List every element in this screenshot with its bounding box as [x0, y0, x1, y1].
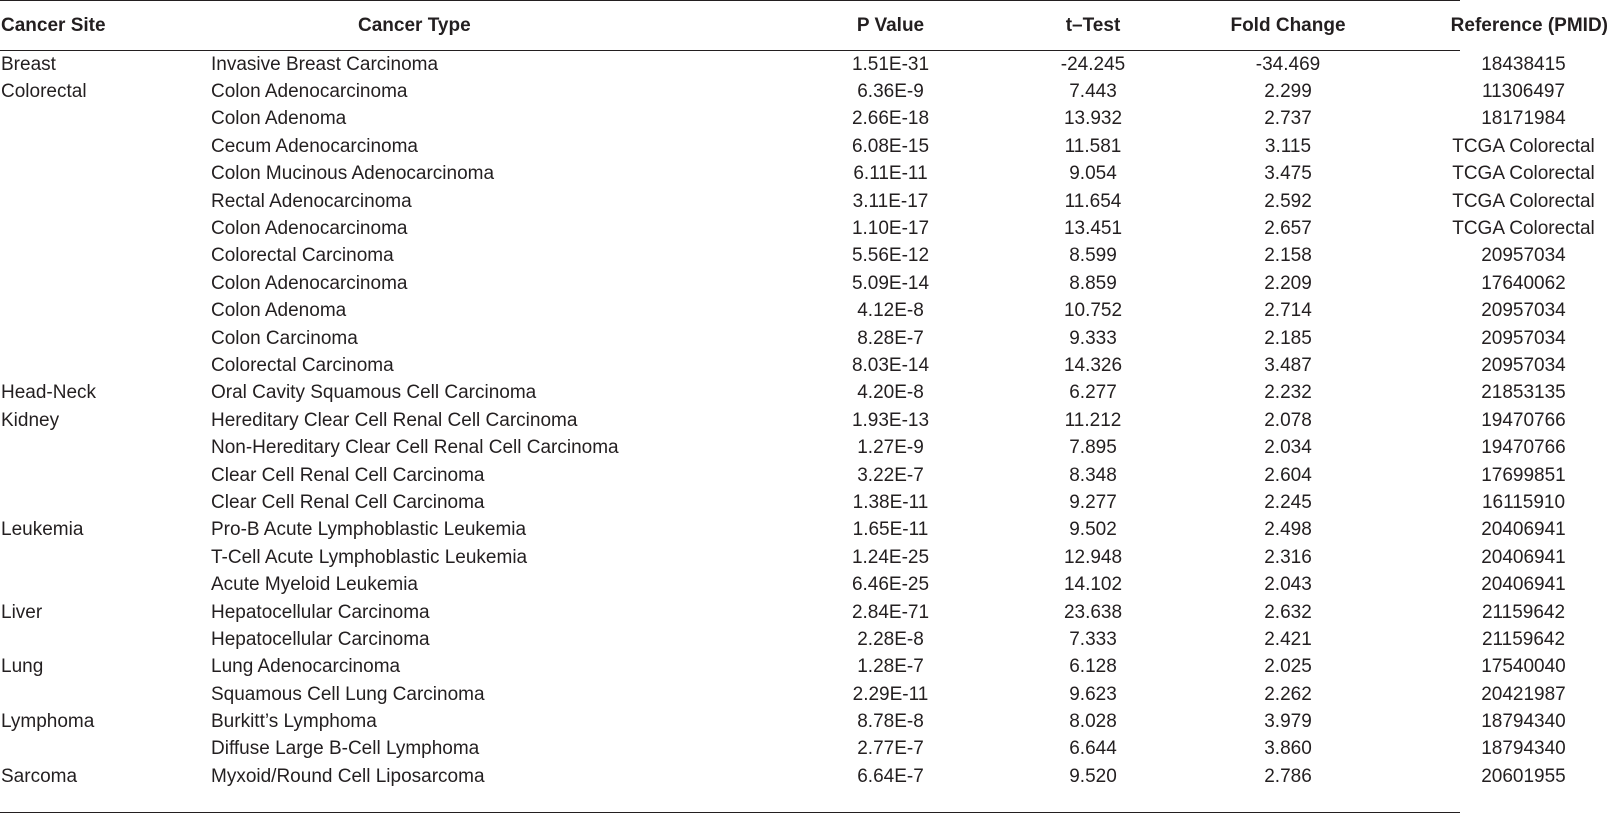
cell-cancer-site: [0, 434, 211, 461]
cell-cancer-type: Non-Hereditary Clear Cell Renal Cell Carcinoma: [211, 437, 619, 459]
cell-t-test: 12.948: [1063, 546, 1123, 568]
cell-p-value: 8.78E-8: [857, 711, 924, 733]
table-row: [0, 243, 1610, 270]
table-row: [0, 708, 1610, 735]
table-row: [0, 325, 1610, 352]
cell-fold-change: 3.979: [1264, 711, 1312, 733]
table-row: [0, 434, 1610, 461]
cell-cancer-type: Colorectal Carcinoma: [211, 245, 394, 267]
cell-p-value: 5.56E-12: [851, 245, 930, 267]
cell-cancer-site: [0, 626, 211, 653]
table-row: [0, 298, 1610, 325]
cell-cancer-type: Oral Cavity Squamous Cell Carcinoma: [211, 382, 537, 404]
cell-cancer-site: [0, 489, 211, 516]
cell-fold-change: 2.714: [1264, 300, 1312, 322]
cell-reference: TCGA Colorectal: [1452, 218, 1595, 240]
header-cancer-type: Cancer Type: [358, 14, 471, 36]
cell-p-value: 2.29E-11: [852, 683, 929, 705]
cell-t-test: 6.277: [1069, 382, 1117, 404]
table-row: [0, 106, 1610, 133]
table-row: [0, 270, 1610, 297]
cell-cancer-type: Colon Mucinous Adenocarcinoma: [211, 163, 495, 185]
table-row: [0, 571, 1610, 598]
table-row: [0, 380, 1610, 407]
cell-cancer-site: Breast: [1, 53, 56, 75]
cell-p-value: 4.12E-8: [857, 300, 924, 322]
cell-reference: 20957034: [1481, 327, 1566, 349]
cell-p-value: 1.28E-7: [857, 656, 924, 678]
table-row: [0, 133, 1610, 160]
cell-reference: 21159642: [1481, 601, 1566, 623]
cell-p-value: 1.38E-11: [852, 491, 929, 513]
cell-cancer-site: [0, 106, 211, 133]
cell-fold-change: 2.498: [1264, 519, 1312, 541]
cell-reference: TCGA Colorectal: [1452, 163, 1595, 185]
cell-cancer-type: Rectal Adenocarcinoma: [211, 190, 412, 212]
cell-cancer-site: Liver: [1, 601, 43, 623]
cell-p-value: 1.93E-13: [851, 409, 930, 431]
cell-cancer-type: Myxoid/Round Cell Liposarcoma: [211, 765, 485, 787]
cell-t-test: -24.245: [1060, 53, 1126, 75]
cell-reference: 17540040: [1481, 656, 1566, 678]
cell-p-value: 1.51E-31: [851, 53, 930, 75]
cell-p-value: 6.08E-15: [851, 135, 930, 157]
cell-t-test: 13.451: [1063, 218, 1123, 240]
cell-p-value: 8.28E-7: [857, 327, 924, 349]
cell-t-test: 7.443: [1069, 81, 1117, 103]
cell-cancer-type: Hepatocellular Carcinoma: [211, 628, 430, 650]
bottom-rule: [0, 812, 1460, 813]
cell-cancer-type: Colon Adenocarcinoma: [211, 218, 408, 240]
cell-cancer-type: Lung Adenocarcinoma: [211, 656, 401, 678]
cell-p-value: 5.09E-14: [851, 272, 930, 294]
cell-t-test: 14.326: [1063, 354, 1123, 376]
cell-cancer-site: Head-Neck: [1, 382, 97, 404]
cell-cancer-site: Leukemia: [1, 519, 84, 541]
cell-cancer-site: [0, 188, 211, 215]
cell-cancer-type: Clear Cell Renal Cell Carcinoma: [211, 464, 485, 486]
table-row: [0, 188, 1610, 215]
cell-t-test: 9.054: [1069, 163, 1117, 185]
cell-cancer-site: [0, 215, 211, 242]
cell-cancer-type: Colorectal Carcinoma: [211, 354, 394, 376]
table-row: [0, 462, 1610, 489]
header-p-value: P Value: [856, 14, 925, 36]
header-cancer-site: Cancer Site: [1, 14, 106, 36]
cell-fold-change: 2.737: [1264, 108, 1312, 130]
cell-cancer-type: Hepatocellular Carcinoma: [211, 601, 430, 623]
cell-reference: 20957034: [1481, 300, 1566, 322]
cell-reference: 20601955: [1481, 765, 1566, 787]
cell-p-value: 1.24E-25: [851, 546, 930, 568]
cell-p-value: 6.46E-25: [851, 574, 930, 596]
header-reference: Reference (PMID): [1450, 14, 1608, 36]
cell-fold-change: 3.487: [1264, 354, 1312, 376]
cell-cancer-site: [0, 325, 211, 352]
cell-p-value: 6.64E-7: [857, 765, 924, 787]
cell-fold-change: -34.469: [1255, 53, 1321, 75]
cell-reference: 17699851: [1481, 464, 1566, 486]
cell-cancer-type: Squamous Cell Lung Carcinoma: [211, 683, 485, 705]
cell-cancer-type: Pro-B Acute Lymphoblastic Leukemia: [211, 519, 527, 541]
cell-t-test: 11.654: [1064, 190, 1122, 212]
cell-reference: 18171984: [1481, 108, 1566, 130]
table-row: [0, 352, 1610, 379]
cell-t-test: 6.644: [1069, 738, 1117, 760]
cell-t-test: 8.348: [1069, 464, 1117, 486]
cell-t-test: 9.277: [1069, 491, 1117, 513]
cell-cancer-type: Invasive Breast Carcinoma: [211, 53, 439, 75]
cell-cancer-site: Kidney: [1, 409, 60, 431]
cell-reference: 18794340: [1481, 711, 1566, 733]
cell-cancer-site: [0, 161, 211, 188]
cell-fold-change: 2.604: [1264, 464, 1312, 486]
header-row: [0, 0, 1610, 51]
cell-cancer-type: Colon Adenoma: [211, 108, 347, 130]
table-row: [0, 78, 1610, 105]
cell-p-value: 2.28E-8: [857, 628, 924, 650]
cell-p-value: 1.10E-17: [851, 218, 930, 240]
cell-reference: 20406941: [1481, 546, 1566, 568]
cell-t-test: 8.859: [1069, 272, 1117, 294]
cell-t-test: 10.752: [1063, 300, 1123, 322]
header-fold-change: Fold Change: [1230, 14, 1346, 36]
cell-fold-change: 3.475: [1264, 163, 1312, 185]
cell-p-value: 1.27E-9: [857, 437, 924, 459]
cell-reference: 18794340: [1481, 738, 1566, 760]
cell-cancer-site: [0, 270, 211, 297]
cell-p-value: 1.65E-11: [852, 519, 929, 541]
cell-fold-change: 2.158: [1264, 245, 1312, 267]
cell-fold-change: 2.034: [1264, 437, 1312, 459]
cell-cancer-site: [0, 352, 211, 379]
cell-cancer-type: Colon Adenoma: [211, 300, 347, 322]
cell-fold-change: 2.632: [1264, 601, 1312, 623]
table-row: [0, 654, 1610, 681]
cell-p-value: 3.11E-17: [852, 190, 929, 212]
cell-t-test: 8.028: [1069, 711, 1117, 733]
cell-p-value: 8.03E-14: [851, 354, 930, 376]
cell-cancer-type: Colon Adenocarcinoma: [211, 272, 408, 294]
cell-reference: 20957034: [1481, 245, 1566, 267]
cell-reference: 21853135: [1481, 382, 1566, 404]
cell-fold-change: 2.232: [1264, 382, 1312, 404]
cell-cancer-site: Sarcoma: [1, 765, 78, 787]
cell-cancer-site: Lymphoma: [1, 711, 95, 733]
cell-reference: 19470766: [1481, 437, 1566, 459]
cell-t-test: 9.520: [1069, 765, 1117, 787]
table-row: [0, 489, 1610, 516]
cell-p-value: 3.22E-7: [857, 464, 924, 486]
cell-cancer-type: Burkitt’s Lymphoma: [211, 711, 377, 733]
table-row: [0, 161, 1610, 188]
table-row: [0, 517, 1610, 544]
cell-t-test: 6.128: [1069, 656, 1117, 678]
cell-fold-change: 2.421: [1264, 628, 1312, 650]
table-row: [0, 626, 1610, 653]
cell-cancer-type: Colon Carcinoma: [211, 327, 358, 349]
cell-p-value: 2.84E-71: [851, 601, 930, 623]
table-row: [0, 407, 1610, 434]
cell-cancer-site: [0, 133, 211, 160]
cell-p-value: 6.36E-9: [857, 81, 924, 103]
cell-reference: 20421987: [1481, 683, 1566, 705]
table-row: [0, 599, 1610, 626]
cell-reference: 18438415: [1481, 53, 1566, 75]
cell-fold-change: 2.245: [1264, 491, 1312, 513]
cell-t-test: 7.333: [1069, 628, 1117, 650]
cell-cancer-type: Cecum Adenocarcinoma: [211, 135, 418, 157]
cell-cancer-type: Acute Myeloid Leukemia: [211, 574, 418, 596]
cell-p-value: 2.66E-18: [851, 108, 930, 130]
cell-t-test: 9.333: [1069, 327, 1117, 349]
header-t-test: t–Test: [1065, 14, 1121, 36]
cell-reference: TCGA Colorectal: [1452, 135, 1595, 157]
cell-reference: TCGA Colorectal: [1452, 190, 1595, 212]
table-row: [0, 736, 1610, 763]
cell-cancer-type: T-Cell Acute Lymphoblastic Leukemia: [211, 546, 528, 568]
cell-fold-change: 2.262: [1264, 683, 1312, 705]
cell-cancer-site: [0, 298, 211, 325]
cell-cancer-site: [0, 681, 211, 708]
cell-cancer-type: Colon Adenocarcinoma: [211, 81, 408, 103]
cell-t-test: 7.895: [1069, 437, 1117, 459]
cell-cancer-site: [0, 243, 211, 270]
cell-cancer-site: [0, 462, 211, 489]
cell-p-value: 4.20E-8: [857, 382, 924, 404]
cell-t-test: 8.599: [1069, 245, 1117, 267]
cell-cancer-site: [0, 571, 211, 598]
cell-t-test: 14.102: [1063, 574, 1123, 596]
cell-cancer-type: Clear Cell Renal Cell Carcinoma: [211, 491, 485, 513]
cell-t-test: 9.502: [1069, 519, 1117, 541]
table-row: [0, 681, 1610, 708]
table-row: [0, 215, 1610, 242]
cell-t-test: 11.581: [1064, 135, 1122, 157]
cell-cancer-type: Diffuse Large B-Cell Lymphoma: [211, 738, 480, 760]
table-body: [0, 51, 1610, 791]
cell-fold-change: 2.078: [1264, 409, 1312, 431]
cell-reference: 19470766: [1481, 409, 1566, 431]
table-row: [0, 51, 1610, 78]
cell-p-value: 6.11E-11: [853, 163, 928, 185]
cell-fold-change: 2.185: [1264, 327, 1312, 349]
cell-cancer-type: Hereditary Clear Cell Renal Cell Carcinoma: [211, 409, 578, 431]
cell-fold-change: 2.592: [1264, 190, 1312, 212]
cell-cancer-site: [0, 544, 211, 571]
cell-t-test: 11.212: [1064, 409, 1122, 431]
cell-cancer-site: Colorectal: [1, 81, 87, 103]
cell-t-test: 9.623: [1069, 683, 1117, 705]
cell-fold-change: 2.786: [1264, 765, 1312, 787]
cell-t-test: 23.638: [1063, 601, 1123, 623]
cell-reference: 17640062: [1481, 272, 1566, 294]
cell-fold-change: 2.043: [1264, 574, 1312, 596]
cell-reference: 20957034: [1481, 354, 1566, 376]
cell-cancer-site: Lung: [1, 656, 44, 678]
cell-p-value: 2.77E-7: [857, 738, 924, 760]
cell-fold-change: 2.209: [1264, 272, 1312, 294]
cell-reference: 21159642: [1481, 628, 1566, 650]
cell-fold-change: 2.299: [1264, 81, 1312, 103]
table-row: [0, 544, 1610, 571]
cell-cancer-site: [0, 736, 211, 763]
cell-reference: 11306497: [1481, 81, 1566, 103]
cell-t-test: 13.932: [1063, 108, 1123, 130]
cell-fold-change: 2.025: [1264, 656, 1312, 678]
cell-fold-change: 2.657: [1264, 218, 1312, 240]
cell-reference: 20406941: [1481, 574, 1566, 596]
cell-fold-change: 2.316: [1264, 546, 1312, 568]
cell-reference: 16115910: [1481, 491, 1566, 513]
cell-fold-change: 3.115: [1264, 135, 1312, 157]
table-row: [0, 763, 1610, 790]
cell-fold-change: 3.860: [1264, 738, 1312, 760]
cell-reference: 20406941: [1481, 519, 1566, 541]
